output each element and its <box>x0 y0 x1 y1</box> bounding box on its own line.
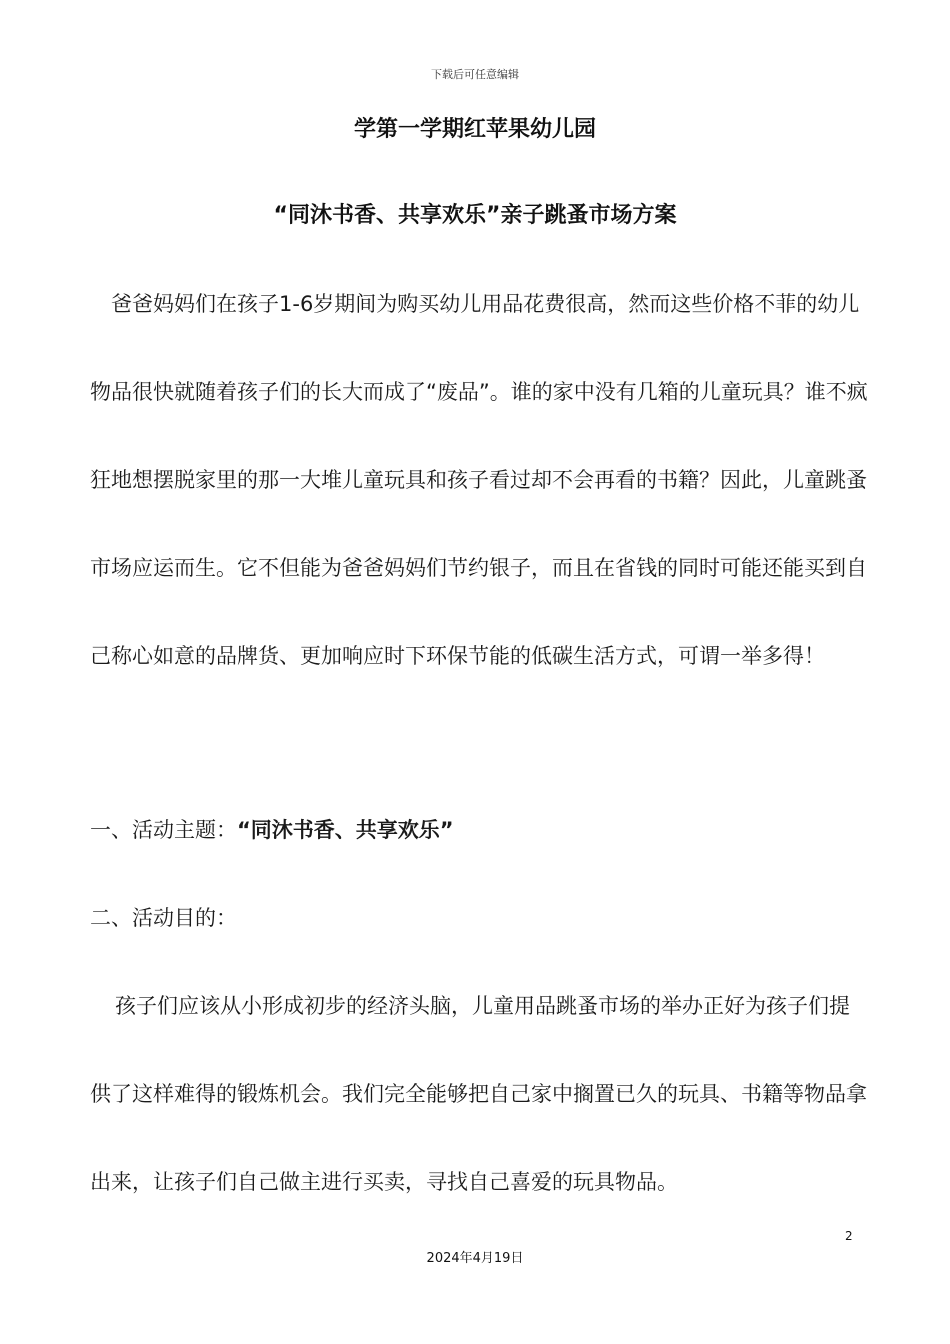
section-label: 一、活动主题： <box>90 818 237 842</box>
document-subtitle: “同沐书香、共享欢乐”亲子跳蚤市场方案 <box>273 203 677 228</box>
header-note: 下载后可任意编辑 <box>431 68 519 81</box>
section-theme-text: “同沐书香、共享欢乐” <box>237 818 454 842</box>
document-title: 学第一学期红苹果幼儿园 <box>353 117 596 142</box>
section-heading-theme <box>90 786 870 874</box>
purpose-paragraph: 孩子们应该从小形成初步的经济头脑，儿童用品跳蚤市场的举办正好为孩子们提供了这样难得的锻炼机会。我们完全能够把自己家中搁置已久的玩具、书籍等物品拿出来，让孩子们自己做主进行买卖，寻找自己喜爱的玩具物品。 <box>90 994 867 1194</box>
section-heading-purpose: 二、活动目的： <box>90 906 237 930</box>
page-number: 2 <box>845 1229 853 1243</box>
footer-date: 2024年4月19日 <box>426 1251 524 1266</box>
intro-paragraph: 爸爸妈妈们在孩子1-6岁期间为购买幼儿用品花费很高，然而这些价格不菲的幼儿物品很快就随着孩子们的长大而成了“废品”。谁的家中没有几箱的儿童玩具？谁不疯狂地想摆脱家里的那一大堆儿童玩具和孩子看过却不会再看的书籍？因此，儿童跳蚤市场应运而生。它不但能为爸爸妈妈们节约银子，而且在省钱的同时可能还能买到自己称心如意的品牌货、更加响应时下环保节能的低碳生活方式，可谓一举多得！ <box>90 292 868 668</box>
